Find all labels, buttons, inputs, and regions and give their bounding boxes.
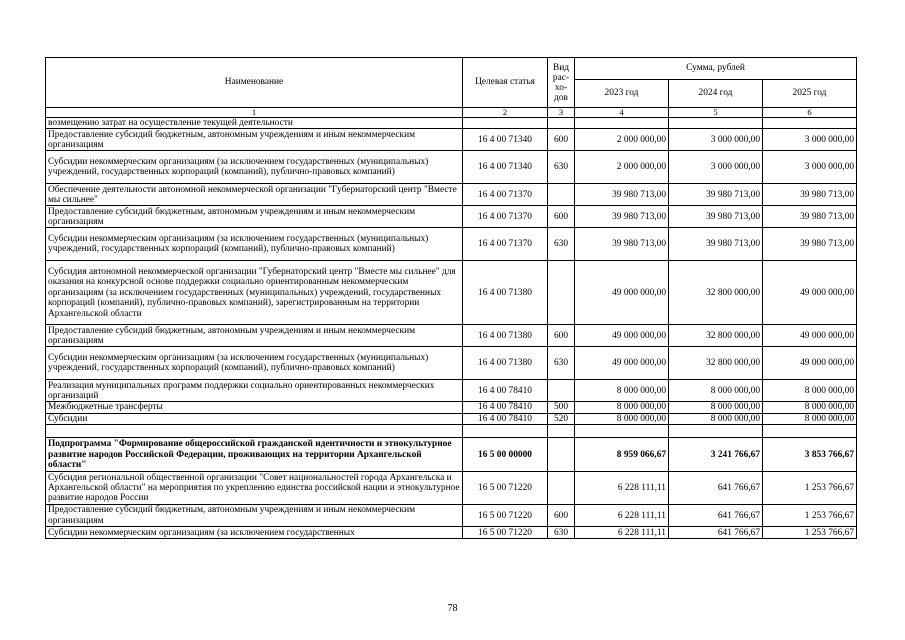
row-sum-2025-cell: 39 980 713,00 (763, 206, 857, 228)
table-row (46, 425, 857, 438)
row-sum-2023-cell: 39 980 713,00 (575, 184, 669, 206)
column-index: 3 (548, 108, 575, 118)
row-sum-2024-cell (669, 118, 763, 129)
row-sum-2025-cell (763, 425, 857, 438)
row-expense-kind-cell (548, 472, 575, 505)
row-sum-2023-cell (575, 118, 669, 129)
row-sum-2024-cell: 3 000 000,00 (669, 151, 763, 184)
table-row (46, 505, 857, 527)
header-sum: Сумма, рублей (575, 58, 857, 80)
row-expense-kind-cell (548, 438, 575, 472)
row-target-article-cell: 16 4 00 78410 (463, 380, 548, 402)
column-index: 4 (575, 108, 669, 118)
row-sum-2023-cell: 49 000 000,00 (575, 347, 669, 380)
row-target-article-cell (463, 118, 548, 129)
row-name-cell: Предоставление субсидий бюджетным, автономным учреждениям и иным некоммерческим организациям (46, 325, 463, 347)
table-row (46, 527, 857, 539)
row-name-cell: Субсидии некоммерческим организациям (за исключением государственных (муниципальных) учреждений, государственных корпораций (компаний), публично-правовых компаний) (46, 228, 463, 261)
row-sum-2023-cell: 39 980 713,00 (575, 206, 669, 228)
row-expense-kind-cell (548, 261, 575, 325)
row-sum-2023-cell: 8 000 000,00 (575, 380, 669, 402)
header-name: Наименование (46, 58, 463, 108)
row-sum-2025-cell: 1 253 766,67 (763, 527, 857, 539)
row-target-article-cell: 16 4 00 71380 (463, 347, 548, 380)
column-index: 1 (46, 108, 463, 118)
row-sum-2024-cell: 8 000 000,00 (669, 380, 763, 402)
row-sum-2023-cell: 49 000 000,00 (575, 325, 669, 347)
row-sum-2025-cell: 49 000 000,00 (763, 347, 857, 380)
row-sum-2023-cell (575, 425, 669, 438)
row-target-article-cell: 16 4 00 71340 (463, 129, 548, 151)
row-sum-2025-cell: 49 000 000,00 (763, 261, 857, 325)
row-sum-2023-cell: 8 000 000,00 (575, 402, 669, 413)
budget-table (45, 57, 857, 539)
row-sum-2023-cell: 6 228 111,11 (575, 505, 669, 527)
row-sum-2023-cell: 49 000 000,00 (575, 261, 669, 325)
row-sum-2024-cell: 8 000 000,00 (669, 413, 763, 424)
row-name-cell: Предоставление субсидий бюджетным, автономным учреждениям и иным некоммерческим организациям (46, 505, 463, 527)
page-number: 78 (447, 603, 458, 614)
row-name-cell: Предоставление субсидий бюджетным, автономным учреждениям и иным некоммерческим организациям (46, 206, 463, 228)
row-sum-2024-cell: 32 800 000,00 (669, 325, 763, 347)
row-name-cell: Субсидии некоммерческим организациям (за исключением государственных (муниципальных) учреждений, государственных корпораций (компаний), публично-правовых компаний) (46, 151, 463, 184)
row-target-article-cell: 16 4 00 71340 (463, 151, 548, 184)
row-expense-kind-cell: 600 (548, 505, 575, 527)
table-row (46, 118, 857, 129)
row-name-cell: возмещению затрат на осуществление текущей деятельности (46, 118, 463, 129)
column-index: 2 (463, 108, 548, 118)
row-expense-kind-cell (548, 380, 575, 402)
row-name-cell: Реализация муниципальных программ поддержки социально ориентированных некоммерческих организаций (46, 380, 463, 402)
table-row (46, 347, 857, 380)
row-sum-2023-cell: 8 000 000,00 (575, 413, 669, 424)
row-name-cell: Субсидии (46, 413, 463, 424)
row-name-cell: Предоставление субсидий бюджетным, автономным учреждениям и иным некоммерческим организациям (46, 129, 463, 151)
table-row (46, 151, 857, 184)
row-sum-2023-cell: 39 980 713,00 (575, 228, 669, 261)
row-expense-kind-cell: 600 (548, 129, 575, 151)
row-sum-2025-cell: 3 853 766,67 (763, 438, 857, 472)
row-target-article-cell: 16 4 00 71370 (463, 206, 548, 228)
row-sum-2023-cell: 2 000 000,00 (575, 129, 669, 151)
row-name-cell: Межбюджетные трансферты (46, 402, 463, 413)
row-target-article-cell: 16 4 00 78410 (463, 402, 548, 413)
row-sum-2024-cell (669, 425, 763, 438)
header-year-2025: 2025 год (763, 80, 857, 108)
row-sum-2024-cell: 3 241 766,67 (669, 438, 763, 472)
row-name-cell: Субсидия автономной некоммерческой организации "Губернаторский центр "Вместе мы сильнее" для оказания на конкурсной основе поддержки социально ориентированным некоммерческим организациям (за исключением государственных (муниципальных) учреждений, государственных корпораций (компаний), публично-правовых компаний), зарегистрированным на территории Архангельской области (46, 261, 463, 325)
row-sum-2024-cell: 641 766,67 (669, 527, 763, 539)
row-sum-2025-cell: 3 000 000,00 (763, 129, 857, 151)
row-name-cell (46, 425, 463, 438)
row-target-article-cell: 16 5 00 00000 (463, 438, 548, 472)
row-expense-kind-cell: 500 (548, 402, 575, 413)
row-target-article-cell: 16 4 00 71370 (463, 184, 548, 206)
row-expense-kind-cell: 600 (548, 206, 575, 228)
row-expense-kind-cell: 630 (548, 228, 575, 261)
row-sum-2024-cell: 32 800 000,00 (669, 347, 763, 380)
row-sum-2024-cell: 39 980 713,00 (669, 184, 763, 206)
row-sum-2025-cell: 8 000 000,00 (763, 402, 857, 413)
row-sum-2025-cell (763, 118, 857, 129)
row-target-article-cell: 16 4 00 71370 (463, 228, 548, 261)
table-row (46, 228, 857, 261)
row-expense-kind-cell: 630 (548, 527, 575, 539)
header-year-2023: 2023 год (575, 80, 669, 108)
row-sum-2025-cell: 39 980 713,00 (763, 184, 857, 206)
row-expense-kind-cell: 600 (548, 325, 575, 347)
row-name-cell: Обеспечение деятельности автономной некоммерческой организации "Губернаторский центр "Вместе мы сильнее" (46, 184, 463, 206)
row-sum-2025-cell: 39 980 713,00 (763, 228, 857, 261)
row-sum-2023-cell: 6 228 111,11 (575, 472, 669, 505)
table-row (46, 472, 857, 505)
row-sum-2023-cell: 8 959 066,67 (575, 438, 669, 472)
row-sum-2024-cell: 641 766,67 (669, 505, 763, 527)
row-sum-2024-cell: 8 000 000,00 (669, 402, 763, 413)
row-name-cell: Субсидия региональной общественной организации "Совет национальностей города Архангельска и Архангельской области" на мероприятия по укреплению единства российской нации и этнокультурное развитие народов России (46, 472, 463, 505)
header-year-2024: 2024 год (669, 80, 763, 108)
table-row (46, 402, 857, 413)
row-target-article-cell: 16 4 00 71380 (463, 261, 548, 325)
row-expense-kind-cell (548, 184, 575, 206)
row-sum-2023-cell: 2 000 000,00 (575, 151, 669, 184)
row-target-article-cell: 16 5 00 71220 (463, 505, 548, 527)
row-sum-2025-cell: 8 000 000,00 (763, 380, 857, 402)
row-sum-2025-cell: 1 253 766,67 (763, 505, 857, 527)
row-target-article-cell: 16 4 00 78410 (463, 413, 548, 424)
row-expense-kind-cell: 630 (548, 151, 575, 184)
table-row (46, 206, 857, 228)
row-expense-kind-cell: 630 (548, 347, 575, 380)
table-row (46, 413, 857, 424)
column-index: 5 (669, 108, 763, 118)
table-row (46, 184, 857, 206)
row-name-cell: Подпрограмма "Формирование общероссийской гражданской идентичности и этнокультурное развитие народов Российской Федерации, проживающих на территории Архангельской области" (46, 438, 463, 472)
row-sum-2023-cell: 6 228 111,11 (575, 527, 669, 539)
row-sum-2024-cell: 641 766,67 (669, 472, 763, 505)
row-name-cell: Субсидии некоммерческим организациям (за исключением государственных (муниципальных) учреждений, государственных корпораций (компаний), публично-правовых компаний) (46, 347, 463, 380)
row-sum-2025-cell: 1 253 766,67 (763, 472, 857, 505)
row-sum-2024-cell: 32 800 000,00 (669, 261, 763, 325)
table-row (46, 380, 857, 402)
row-sum-2025-cell: 8 000 000,00 (763, 413, 857, 424)
row-sum-2024-cell: 39 980 713,00 (669, 206, 763, 228)
header-target-article: Целевая статья (463, 58, 548, 108)
header-expense-kind: Вид рас-хо-дов (548, 58, 575, 108)
table-row (46, 261, 857, 325)
row-sum-2024-cell: 3 000 000,00 (669, 129, 763, 151)
row-target-article-cell (463, 425, 548, 438)
table-row (46, 129, 857, 151)
row-sum-2024-cell: 39 980 713,00 (669, 228, 763, 261)
row-target-article-cell: 16 5 00 71220 (463, 527, 548, 539)
row-target-article-cell: 16 4 00 71380 (463, 325, 548, 347)
row-sum-2025-cell: 3 000 000,00 (763, 151, 857, 184)
column-index-row (46, 108, 857, 118)
row-sum-2025-cell: 49 000 000,00 (763, 325, 857, 347)
row-expense-kind-cell (548, 425, 575, 438)
row-name-cell: Субсидии некоммерческим организациям (за исключением государственных (46, 527, 463, 539)
row-target-article-cell: 16 5 00 71220 (463, 472, 548, 505)
table-row (46, 325, 857, 347)
column-index: 6 (763, 108, 857, 118)
row-expense-kind-cell: 520 (548, 413, 575, 424)
table-row (46, 438, 857, 472)
row-expense-kind-cell (548, 118, 575, 129)
